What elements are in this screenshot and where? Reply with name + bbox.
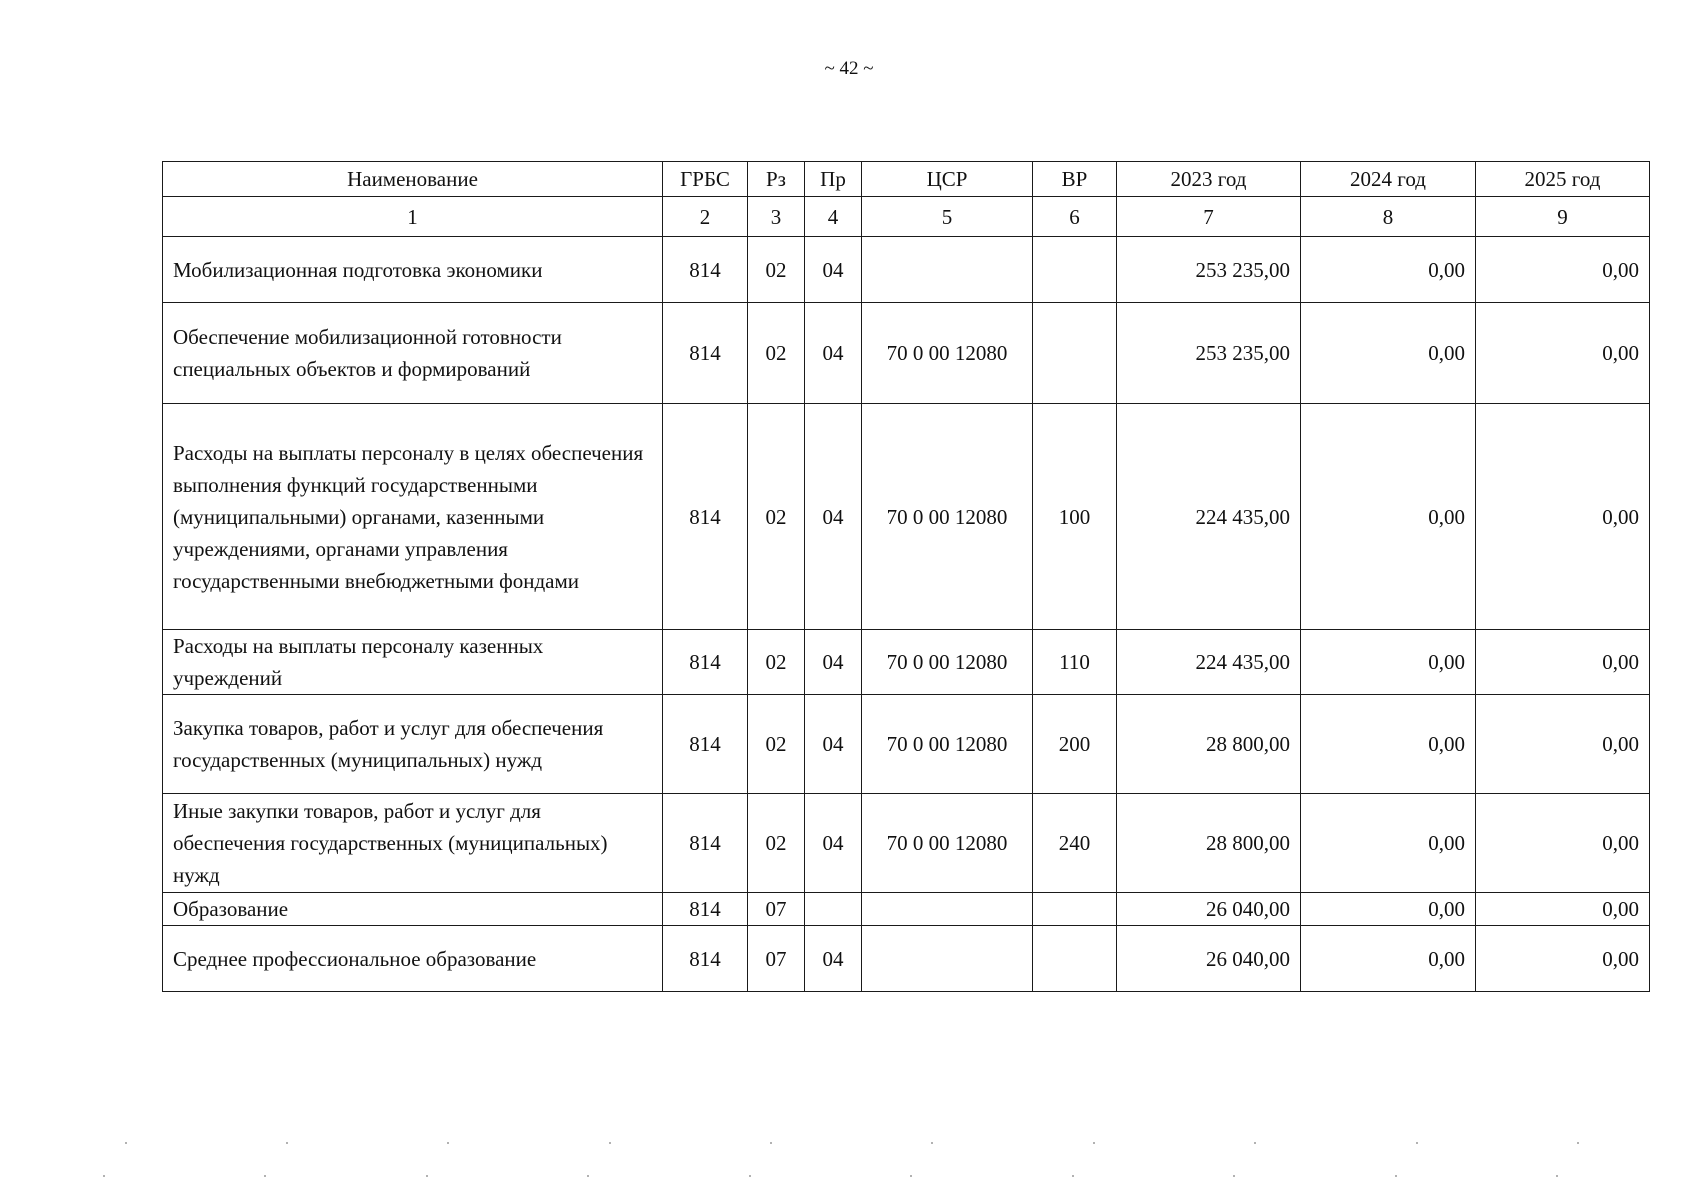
row-csr [862,893,1033,926]
row-2025: 0,00 [1476,893,1650,926]
table-row [163,303,1650,404]
row-2024: 0,00 [1301,926,1476,992]
table-row [163,893,1650,926]
row-vr: 240 [1033,794,1117,893]
row-rz: 02 [748,695,805,794]
row-vr [1033,237,1117,303]
row-2023: 28 800,00 [1117,695,1301,794]
column-number: 4 [805,197,862,237]
header-2023: 2023 год [1117,162,1301,197]
row-2024: 0,00 [1301,237,1476,303]
row-pr [805,893,862,926]
header-2024: 2024 год [1301,162,1476,197]
row-2023: 26 040,00 [1117,893,1301,926]
row-csr: 70 0 00 12080 [862,695,1033,794]
row-csr: 70 0 00 12080 [862,630,1033,695]
header-vr: ВР [1033,162,1117,197]
column-number: 9 [1476,197,1650,237]
row-2025: 0,00 [1476,237,1650,303]
row-vr: 200 [1033,695,1117,794]
header-2025: 2025 год [1476,162,1650,197]
table-row [163,237,1650,303]
row-2025: 0,00 [1476,926,1650,992]
row-vr: 110 [1033,630,1117,695]
row-name: Обеспечение мобилизационной готовности специальных объектов и формирований [163,303,663,404]
table-row [163,695,1650,794]
row-2023: 224 435,00 [1117,404,1301,630]
row-2024: 0,00 [1301,404,1476,630]
row-csr [862,237,1033,303]
row-2023: 224 435,00 [1117,630,1301,695]
row-rz: 02 [748,794,805,893]
row-vr [1033,926,1117,992]
row-name: Среднее профессиональное образование [163,926,663,992]
header-name: Наименование [163,162,663,197]
header-csr: ЦСР [862,162,1033,197]
row-grbs: 814 [663,695,748,794]
row-2024: 0,00 [1301,794,1476,893]
row-name: Закупка товаров, работ и услуг для обеспечения государственных (муниципальных) нужд [163,695,663,794]
row-vr: 100 [1033,404,1117,630]
row-name: Расходы на выплаты персоналу казенных учреждений [163,630,663,695]
column-number: 6 [1033,197,1117,237]
column-number: 2 [663,197,748,237]
row-vr [1033,303,1117,404]
row-pr: 04 [805,630,862,695]
row-name: Образование [163,893,663,926]
row-2025: 0,00 [1476,630,1650,695]
row-name: Иные закупки товаров, работ и услуг для обеспечения государственных (муниципальных) нужд [163,794,663,893]
row-name: Мобилизационная подготовка экономики [163,237,663,303]
row-rz: 02 [748,237,805,303]
column-number-row [163,197,1650,237]
row-csr: 70 0 00 12080 [862,794,1033,893]
table-row [163,794,1650,893]
scan-dots-lower [0,1174,1698,1178]
row-grbs: 814 [663,926,748,992]
row-2025: 0,00 [1476,303,1650,404]
row-2024: 0,00 [1301,630,1476,695]
scan-dots-upper [0,1141,1698,1145]
row-rz: 07 [748,926,805,992]
row-rz: 02 [748,404,805,630]
column-number: 5 [862,197,1033,237]
row-2025: 0,00 [1476,794,1650,893]
table-row [163,630,1650,695]
row-pr: 04 [805,794,862,893]
table-row [163,926,1650,992]
row-2023: 26 040,00 [1117,926,1301,992]
row-csr: 70 0 00 12080 [862,404,1033,630]
row-pr: 04 [805,404,862,630]
budget-table [162,161,1650,992]
row-2024: 0,00 [1301,893,1476,926]
row-rz: 07 [748,893,805,926]
row-pr: 04 [805,695,862,794]
header-grbs: ГРБС [663,162,748,197]
row-pr: 04 [805,303,862,404]
column-number: 7 [1117,197,1301,237]
header-pr: Пр [805,162,862,197]
row-grbs: 814 [663,893,748,926]
row-grbs: 814 [663,630,748,695]
column-number: 3 [748,197,805,237]
row-rz: 02 [748,630,805,695]
row-grbs: 814 [663,237,748,303]
header-rz: Рз [748,162,805,197]
page-number: ~ 42 ~ [824,58,874,79]
row-name: Расходы на выплаты персоналу в целях обеспечения выполнения функций государственными (муниципальными) органами, казенными учреждениями, органами управления государственными внебюджетными фондами [163,404,663,630]
row-pr: 04 [805,926,862,992]
column-number: 1 [163,197,663,237]
row-grbs: 814 [663,303,748,404]
row-csr [862,926,1033,992]
row-vr [1033,893,1117,926]
row-2024: 0,00 [1301,695,1476,794]
row-grbs: 814 [663,794,748,893]
row-csr: 70 0 00 12080 [862,303,1033,404]
column-number: 8 [1301,197,1476,237]
row-2023: 28 800,00 [1117,794,1301,893]
row-2025: 0,00 [1476,695,1650,794]
header-row [163,162,1650,197]
row-2025: 0,00 [1476,404,1650,630]
row-rz: 02 [748,303,805,404]
table-row [163,404,1650,630]
row-2024: 0,00 [1301,303,1476,404]
row-2023: 253 235,00 [1117,237,1301,303]
row-pr: 04 [805,237,862,303]
row-grbs: 814 [663,404,748,630]
row-2023: 253 235,00 [1117,303,1301,404]
